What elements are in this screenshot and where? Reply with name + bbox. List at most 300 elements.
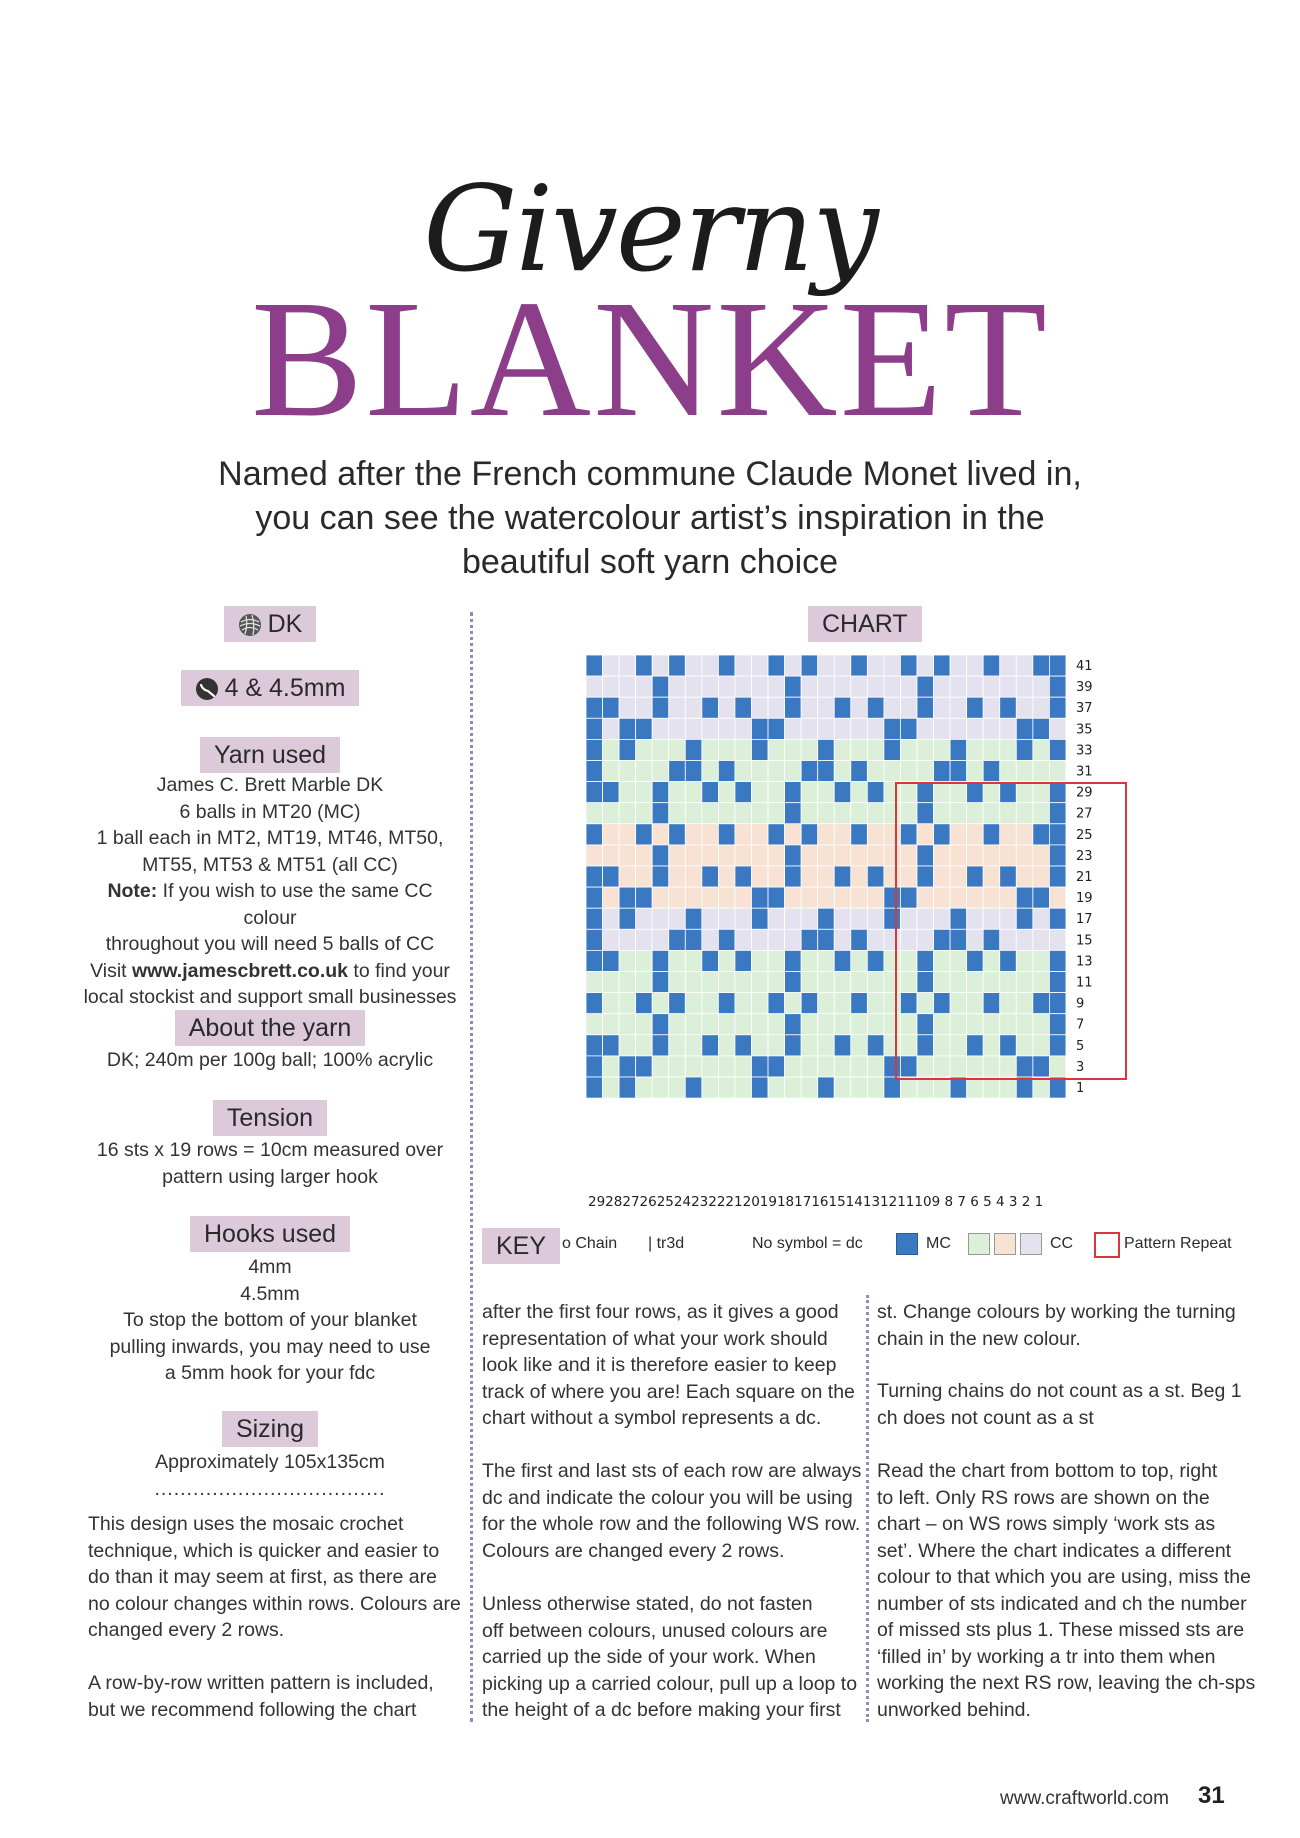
chart-cell	[967, 908, 984, 929]
chart-cell	[867, 887, 884, 908]
chart-cell	[768, 950, 785, 971]
chart-cell	[884, 718, 901, 739]
chart-cell	[967, 845, 984, 866]
chart-cell	[1049, 824, 1066, 845]
text-line: look like and it is therefore easier to keep	[482, 1354, 837, 1376]
chart-cell	[917, 845, 934, 866]
chart-cell	[1000, 1014, 1017, 1035]
chart-cell	[586, 718, 603, 739]
chart-cell	[818, 1077, 835, 1098]
text-line: James C. Brett Marble DK	[156, 774, 384, 796]
text-line: changed every 2 rows.	[88, 1619, 285, 1641]
chart-cell	[884, 782, 901, 803]
chart-cell	[950, 993, 967, 1014]
chart-cell	[685, 866, 702, 887]
chart-cell	[752, 972, 769, 993]
chart-cell	[983, 929, 1000, 950]
chart-cell	[636, 676, 653, 697]
chart-cell	[636, 993, 653, 1014]
chart-cell	[768, 908, 785, 929]
chart-cell	[1033, 739, 1050, 760]
chart-cell	[636, 887, 653, 908]
chart-cell	[967, 1014, 984, 1035]
chart-cell	[652, 887, 669, 908]
chart-cell	[685, 824, 702, 845]
chart-cell	[685, 1056, 702, 1077]
chart-cell	[1016, 950, 1033, 971]
chart-cell	[752, 655, 769, 676]
chart-cell	[768, 782, 785, 803]
chart-cell	[818, 676, 835, 697]
text-line: but we recommend following the chart	[88, 1698, 417, 1721]
chart-cell	[834, 739, 851, 760]
chart-cell	[884, 866, 901, 887]
chart-cell	[735, 739, 752, 760]
text-line: MT55, MT53 & MT51 (all CC)	[142, 853, 398, 876]
chart-cell	[1016, 972, 1033, 993]
chart-cell	[669, 950, 686, 971]
chart-cell	[983, 887, 1000, 908]
chart-cell	[752, 908, 769, 929]
chart-cell	[1049, 803, 1066, 824]
chart-cell	[900, 866, 917, 887]
chart-cell	[702, 950, 719, 971]
text-line: dc and indicate the colour you will be using	[482, 1486, 853, 1509]
chart-cell	[785, 887, 802, 908]
chart-cell	[1033, 929, 1050, 950]
chart-cell	[917, 1077, 934, 1098]
row-label: 7	[1076, 1017, 1085, 1033]
chart-cell	[884, 950, 901, 971]
chart-cell	[867, 676, 884, 697]
chart-cell	[702, 866, 719, 887]
chart-cell	[934, 739, 951, 760]
chart-cell	[752, 676, 769, 697]
chart-cell	[1033, 718, 1050, 739]
chart-cell	[652, 761, 669, 782]
chart-cell	[1049, 972, 1066, 993]
chart-cell	[818, 972, 835, 993]
chart-cell	[801, 761, 818, 782]
text-line: carried up the side of your work. When	[482, 1646, 816, 1668]
mosaic-chart	[586, 655, 1266, 1215]
chart-cell	[685, 697, 702, 718]
chart-cell	[818, 803, 835, 824]
chart-cell	[785, 1056, 802, 1077]
chart-cell	[752, 950, 769, 971]
chart-cell	[652, 845, 669, 866]
chart-cell	[983, 1056, 1000, 1077]
key-tr3d: | tr3d	[648, 1235, 685, 1252]
chart-cell	[586, 908, 603, 929]
chart-cell	[768, 761, 785, 782]
chart-cell	[801, 866, 818, 887]
chart-cell	[834, 887, 851, 908]
chart-cell	[900, 1014, 917, 1035]
chart-cell	[1000, 782, 1017, 803]
chart-cell	[884, 1077, 901, 1098]
chart-cell	[851, 697, 868, 718]
chart-cell	[950, 739, 967, 760]
chart-cell	[735, 803, 752, 824]
chart-cell	[1049, 1077, 1066, 1098]
yarn-used-heading: Yarn used	[200, 737, 340, 773]
chart-cell	[851, 718, 868, 739]
chart-cell	[735, 1077, 752, 1098]
chart-cell	[917, 908, 934, 929]
cc-swatch	[968, 1233, 990, 1255]
chart-cell	[801, 824, 818, 845]
chart-cell	[619, 887, 636, 908]
chart-cell	[1033, 761, 1050, 782]
chart-cell	[603, 718, 620, 739]
chart-cell	[934, 1077, 951, 1098]
chart-cell	[950, 972, 967, 993]
chart-cell	[735, 866, 752, 887]
chart-cell	[636, 950, 653, 971]
chart-cell	[900, 761, 917, 782]
chart-cell	[851, 972, 868, 993]
chart-cell	[768, 718, 785, 739]
chart-cell	[834, 1077, 851, 1098]
chart-cell	[867, 1077, 884, 1098]
key-chain: o Chain	[562, 1235, 618, 1252]
chart-cell	[983, 993, 1000, 1014]
chart-cell	[934, 761, 951, 782]
chart-cell	[867, 950, 884, 971]
chart-cell	[685, 718, 702, 739]
chart-cell	[735, 993, 752, 1014]
chart-cell	[752, 782, 769, 803]
chart-cell	[669, 929, 686, 950]
chart-cell	[983, 866, 1000, 887]
chart-cell	[1016, 761, 1033, 782]
chart-cell	[1033, 866, 1050, 887]
chart-cell	[785, 655, 802, 676]
chart-cell	[801, 887, 818, 908]
chart-cell	[702, 845, 719, 866]
chart-cell	[619, 824, 636, 845]
chart-cell	[851, 739, 868, 760]
chart-cell	[768, 655, 785, 676]
hook-icon	[195, 677, 219, 701]
note-line	[80, 878, 460, 931]
hooks-text	[80, 1254, 460, 1387]
chart-cell	[900, 803, 917, 824]
chart-cell	[917, 697, 934, 718]
chart-cell	[636, 655, 653, 676]
chart-cell	[1049, 1056, 1066, 1077]
chart-cell	[636, 697, 653, 718]
chart-cell	[1016, 1014, 1033, 1035]
chart-cell	[1016, 845, 1033, 866]
chart-cell	[1033, 676, 1050, 697]
chart-cell	[785, 697, 802, 718]
intro-line: you can see the watercolour artist’s inspiration in the	[255, 499, 1045, 537]
chart-cell	[785, 866, 802, 887]
website-link[interactable]: www.jamescbrett.co.uk	[132, 959, 349, 982]
chart-cell	[619, 655, 636, 676]
chart-cell	[702, 1035, 719, 1056]
chart-cell	[983, 845, 1000, 866]
chart-cell	[619, 866, 636, 887]
chart-cell	[652, 1035, 669, 1056]
chart-cell	[851, 803, 868, 824]
chart-cell	[900, 950, 917, 971]
chart-cell	[768, 1056, 785, 1077]
chart-cell	[669, 1035, 686, 1056]
chart-cell	[1049, 845, 1066, 866]
chart-cell	[1016, 1077, 1033, 1098]
text-line: Colours are changed every 2 rows.	[482, 1539, 785, 1562]
text-line: 4mm	[248, 1256, 292, 1278]
chart-cell	[1049, 908, 1066, 929]
chart-cell	[685, 908, 702, 929]
chart-cell	[884, 929, 901, 950]
chart-cell	[768, 929, 785, 950]
chart-cell	[867, 824, 884, 845]
chart-cell	[1016, 908, 1033, 929]
chart-cell	[1049, 739, 1066, 760]
chart-cell	[1033, 1077, 1050, 1098]
chart-cell	[785, 739, 802, 760]
chart-cell	[851, 1014, 868, 1035]
row-label: 31	[1076, 764, 1093, 780]
chart-cell	[867, 782, 884, 803]
chart-cell	[785, 929, 802, 950]
chart-cell	[934, 655, 951, 676]
chart-cell	[934, 887, 951, 908]
text-line: technique, which is quicker and easier to	[88, 1539, 440, 1562]
chart-cell	[652, 929, 669, 950]
chart-cell	[934, 993, 951, 1014]
chart-cell	[851, 1077, 868, 1098]
chart-cell	[834, 718, 851, 739]
visit-text: Visit	[90, 959, 132, 982]
chart-cell	[718, 1077, 735, 1098]
intro-line: beautiful soft yarn choice	[461, 543, 839, 581]
text-line: of missed sts plus 1. These missed sts are	[877, 1619, 1245, 1641]
chart-cell	[818, 697, 835, 718]
chart-cell	[702, 1014, 719, 1035]
chart-cell	[619, 761, 636, 782]
row-label: 3	[1076, 1059, 1085, 1075]
chart-cell	[685, 1077, 702, 1098]
weight-badge	[80, 606, 460, 642]
chart-cell	[1033, 1035, 1050, 1056]
chart-cell	[900, 824, 917, 845]
chart-cell	[834, 782, 851, 803]
chart-cell	[1049, 993, 1066, 1014]
chart-cell	[785, 676, 802, 697]
chart-cell	[652, 950, 669, 971]
chart-cell	[768, 887, 785, 908]
chart-cell	[851, 845, 868, 866]
text-line: track of where you are! Each square on the	[482, 1380, 855, 1403]
chart-cell	[669, 697, 686, 718]
text-line: no colour changes within rows. Colours are	[88, 1592, 461, 1615]
row-label: 27	[1076, 806, 1093, 822]
chart-cell	[586, 1035, 603, 1056]
chart-cell	[718, 782, 735, 803]
chart-cell	[1049, 1035, 1066, 1056]
chart-cell	[801, 655, 818, 676]
chart-cell	[702, 697, 719, 718]
hook-label: 4 & 4.5mm	[224, 674, 346, 702]
row-label: 15	[1076, 933, 1093, 949]
chart-cell	[735, 845, 752, 866]
chart-cell	[917, 739, 934, 760]
chart-cell	[834, 824, 851, 845]
chart-cell	[718, 761, 735, 782]
chart-cell	[934, 697, 951, 718]
chart-cell	[619, 993, 636, 1014]
chart-cell	[1000, 761, 1017, 782]
chart-cell	[603, 1014, 620, 1035]
row-label: 39	[1076, 680, 1093, 696]
chart-cell	[619, 782, 636, 803]
chart-cell	[950, 782, 967, 803]
sizing-heading: Sizing	[222, 1411, 318, 1447]
chart-cell	[685, 676, 702, 697]
chart-cell	[768, 824, 785, 845]
chart-cell	[851, 866, 868, 887]
chart-cell	[669, 1014, 686, 1035]
chart-cell	[801, 972, 818, 993]
chart-cell	[967, 803, 984, 824]
chart-cell	[950, 655, 967, 676]
chart-cell	[1049, 697, 1066, 718]
visit-text: to find your	[348, 959, 450, 982]
chart-cell	[1000, 972, 1017, 993]
chart-cell	[685, 845, 702, 866]
chart-cell	[685, 887, 702, 908]
chart-cell	[851, 824, 868, 845]
chart-cell	[652, 1056, 669, 1077]
chart-cell	[702, 761, 719, 782]
chart-cell	[834, 993, 851, 1014]
chart-cell	[669, 1056, 686, 1077]
chart-cell	[603, 1056, 620, 1077]
chart-cell	[652, 972, 669, 993]
row-label: 37	[1076, 701, 1093, 717]
note-text: If you wish to use the same CC colour	[157, 880, 433, 929]
chart-cell	[785, 782, 802, 803]
chart-cell	[1049, 761, 1066, 782]
chart-cell	[685, 972, 702, 993]
chart-cell	[785, 803, 802, 824]
chart-cell	[900, 718, 917, 739]
chart-cell	[801, 993, 818, 1014]
chart-cell	[718, 1056, 735, 1077]
chart-cell	[752, 993, 769, 1014]
chart-cell	[867, 908, 884, 929]
row-label: 41	[1076, 659, 1093, 674]
chart-cell	[884, 845, 901, 866]
chart-cell	[702, 676, 719, 697]
chart-cell	[801, 676, 818, 697]
chart-cell	[669, 908, 686, 929]
row-label: 5	[1076, 1038, 1085, 1054]
chart-cell	[603, 845, 620, 866]
key	[482, 1228, 1262, 1266]
chart-cell	[603, 929, 620, 950]
chart-cell	[1033, 655, 1050, 676]
chart-cell	[768, 676, 785, 697]
chart-cell	[851, 761, 868, 782]
chart-cell	[652, 803, 669, 824]
about-text: DK; 240m per 100g ball; 100% acrylic	[106, 1049, 434, 1071]
chart-cell	[867, 1056, 884, 1077]
row-label: 19	[1076, 891, 1093, 907]
chart-cell	[934, 782, 951, 803]
chart-cell	[900, 845, 917, 866]
chart-cell	[1033, 1014, 1050, 1035]
chart-cell	[685, 782, 702, 803]
chart-cell	[718, 929, 735, 950]
chart-cell	[619, 1035, 636, 1056]
chart-cell	[735, 782, 752, 803]
chart-cell	[834, 1035, 851, 1056]
chart-cell	[685, 1035, 702, 1056]
chart-cell	[586, 866, 603, 887]
chart-cell	[619, 908, 636, 929]
text-line: st. Change colours by working the turning	[877, 1301, 1236, 1323]
chart-cell	[735, 1035, 752, 1056]
chart-cell	[884, 887, 901, 908]
chart-cell	[801, 1014, 818, 1035]
text-line: chain in the new colour.	[877, 1327, 1081, 1350]
text-line: do than it may seem at first, as there are	[88, 1566, 437, 1588]
yarn-used-text	[80, 772, 460, 1011]
chart-cell	[652, 824, 669, 845]
text-line: A row-by-row written pattern is included,	[88, 1672, 434, 1694]
chart-cell	[669, 866, 686, 887]
chart-cell	[603, 908, 620, 929]
chart-cell	[603, 782, 620, 803]
chart-cell	[917, 718, 934, 739]
chart-cell	[619, 929, 636, 950]
key-mc: MC	[926, 1235, 951, 1252]
row-label: 11	[1076, 975, 1093, 991]
chart-cell	[900, 739, 917, 760]
row-label: 17	[1076, 912, 1093, 928]
chart-cell	[1049, 718, 1066, 739]
chart-cell	[785, 972, 802, 993]
chart-cell	[1000, 1056, 1017, 1077]
chart-cell	[950, 803, 967, 824]
chart-cell	[603, 972, 620, 993]
chart-cell	[950, 676, 967, 697]
text-line: colour to that which you are using, miss the	[877, 1566, 1251, 1588]
chart-cell	[768, 845, 785, 866]
chart-cell	[1000, 1035, 1017, 1056]
chart-cell	[967, 739, 984, 760]
chart-cell	[834, 697, 851, 718]
chart-cell	[867, 866, 884, 887]
chart-cell	[619, 718, 636, 739]
text-line: Unless otherwise stated, do not fasten	[482, 1593, 813, 1615]
text-line: 16 sts x 19 rows = 10cm measured over	[96, 1139, 444, 1161]
left-paragraph-2	[88, 1670, 468, 1723]
chart-cell	[768, 803, 785, 824]
chart-cell	[752, 761, 769, 782]
chart-cell	[702, 908, 719, 929]
chart-cell	[619, 950, 636, 971]
chart-cell	[867, 993, 884, 1014]
chart-cell	[950, 887, 967, 908]
chart-cell	[785, 824, 802, 845]
